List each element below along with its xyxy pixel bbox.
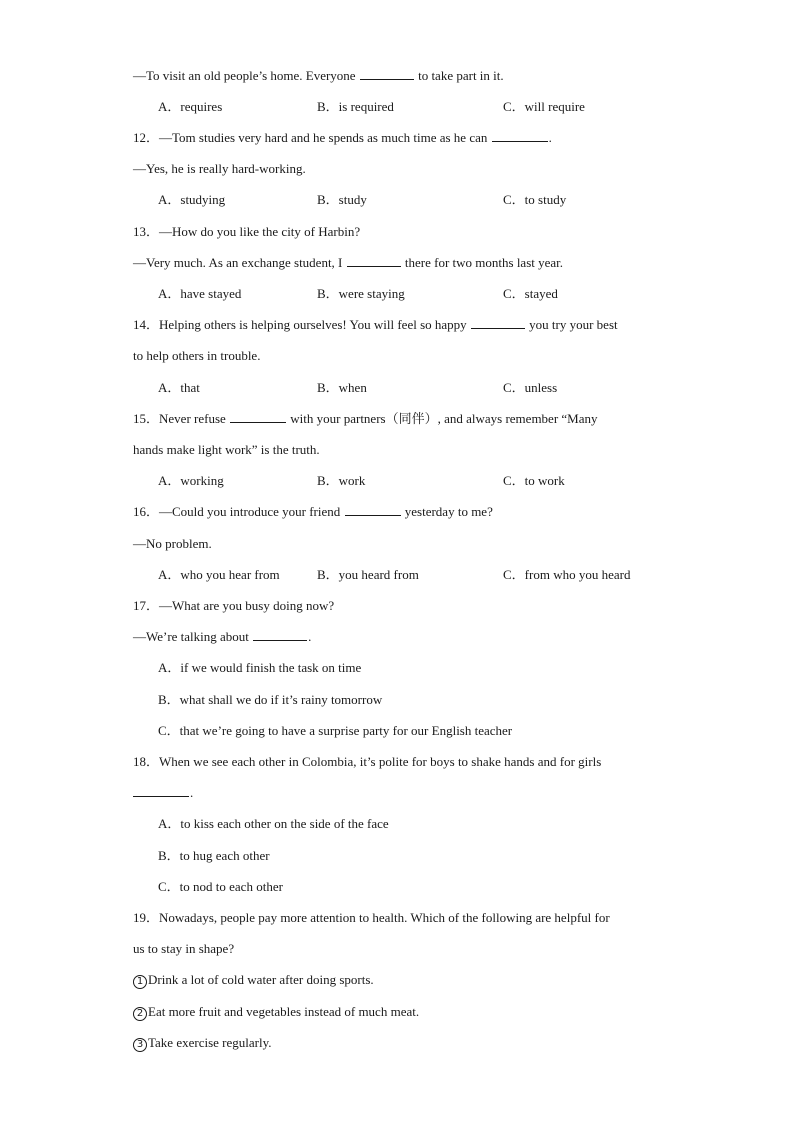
q11-answer-line: —To visit an old people’s home. Everyone to take part in it. bbox=[133, 68, 504, 83]
q11-option-b[interactable]: B．is required bbox=[317, 99, 394, 114]
q19-stem-cont: us to stay in shape? bbox=[133, 941, 235, 956]
q15-stem: 15．Never refuse with your partners（同伴）, and always remember “Many bbox=[133, 411, 598, 426]
q18-stem: 18．When we see each other in Colombia, it’s polite for boys to shake hands and for girls bbox=[133, 754, 602, 769]
q17-stem: 17．—What are you busy doing now? bbox=[133, 598, 335, 613]
q15-option-c[interactable]: C．to work bbox=[503, 473, 565, 488]
answer-blank[interactable] bbox=[253, 629, 307, 641]
q11-option-a[interactable]: A．requires bbox=[158, 99, 223, 114]
question-number: 17． bbox=[133, 598, 160, 613]
question-number: 12． bbox=[133, 130, 160, 145]
q14-stem: 14．Helping others is helping ourselves! You will feel so happy you try your best bbox=[133, 317, 618, 332]
q17-option-c[interactable]: C．that we’re going to have a surprise party for our English teacher bbox=[158, 723, 513, 738]
q12-stem: 12．—Tom studies very hard and he spends as much time as he can . bbox=[133, 130, 552, 145]
answer-blank[interactable] bbox=[471, 317, 525, 329]
q18-option-c[interactable]: C．to nod to each other bbox=[158, 879, 283, 894]
q16-stem: 16．—Could you introduce your friend yesterday to me? bbox=[133, 504, 493, 519]
question-number: 18． bbox=[133, 754, 160, 769]
q16-option-b[interactable]: B．you heard from bbox=[317, 567, 419, 582]
q19-item-2: 2 Eat more fruit and vegetables instead of much meat. bbox=[133, 1004, 419, 1021]
q13-option-b[interactable]: B．were staying bbox=[317, 286, 405, 301]
question-number: 14． bbox=[133, 317, 160, 332]
q17-option-b[interactable]: B．what shall we do if it’s rainy tomorrow bbox=[158, 692, 383, 707]
q14-stem-cont: to help others in trouble. bbox=[133, 348, 261, 363]
q11-option-c[interactable]: C．will require bbox=[503, 99, 585, 114]
q17-option-a[interactable]: A．if we would finish the task on time bbox=[158, 660, 362, 675]
answer-blank[interactable] bbox=[133, 785, 189, 797]
q12-option-b[interactable]: B．study bbox=[317, 192, 367, 207]
q12-option-c[interactable]: C．to study bbox=[503, 192, 567, 207]
q19-stem: 19．Nowadays, people pay more attention to health. Which of the following are helpful for bbox=[133, 910, 610, 925]
answer-blank[interactable] bbox=[345, 504, 401, 516]
q15-option-b[interactable]: B．work bbox=[317, 473, 366, 488]
q13-option-a[interactable]: A．have stayed bbox=[158, 286, 242, 301]
q13-reply: —Very much. As an exchange student, I there for two months last year. bbox=[133, 255, 564, 270]
q16-option-c[interactable]: C．from who you heard bbox=[503, 567, 631, 582]
answer-blank[interactable] bbox=[230, 411, 286, 423]
q13-option-c[interactable]: C．stayed bbox=[503, 286, 558, 301]
q18-option-b[interactable]: B．to hug each other bbox=[158, 848, 270, 863]
question-number: 13． bbox=[133, 224, 160, 239]
question-number: 16． bbox=[133, 504, 160, 519]
answer-blank[interactable] bbox=[360, 68, 414, 80]
answer-blank[interactable] bbox=[347, 255, 401, 267]
circled-number-1: 1 bbox=[133, 975, 147, 989]
q14-option-c[interactable]: C．unless bbox=[503, 380, 558, 395]
q18-option-a[interactable]: A．to kiss each other on the side of the face bbox=[158, 816, 389, 831]
q19-item-3: 3 Take exercise regularly. bbox=[133, 1035, 271, 1052]
q18-stem-cont: . bbox=[133, 785, 193, 801]
circled-number-2: 2 bbox=[133, 1007, 147, 1021]
answer-blank[interactable] bbox=[492, 130, 548, 142]
q17-reply: —We’re talking about . bbox=[133, 629, 312, 644]
question-number: 15． bbox=[133, 411, 160, 426]
question-number: 19． bbox=[133, 910, 160, 925]
q12-reply: —Yes, he is really hard-working. bbox=[133, 161, 306, 176]
q16-option-a[interactable]: A．who you hear from bbox=[158, 567, 280, 582]
q15-option-a[interactable]: A．working bbox=[158, 473, 224, 488]
q19-item-1: 1 Drink a lot of cold water after doing sports. bbox=[133, 972, 374, 989]
q14-option-a[interactable]: A．that bbox=[158, 380, 200, 395]
q12-option-a[interactable]: A．studying bbox=[158, 192, 226, 207]
q15-stem-cont: hands make light work” is the truth. bbox=[133, 442, 320, 457]
q16-reply: —No problem. bbox=[133, 536, 212, 551]
circled-number-3: 3 bbox=[133, 1038, 147, 1052]
q13-stem: 13．—How do you like the city of Harbin? bbox=[133, 224, 361, 239]
q14-option-b[interactable]: B．when bbox=[317, 380, 367, 395]
